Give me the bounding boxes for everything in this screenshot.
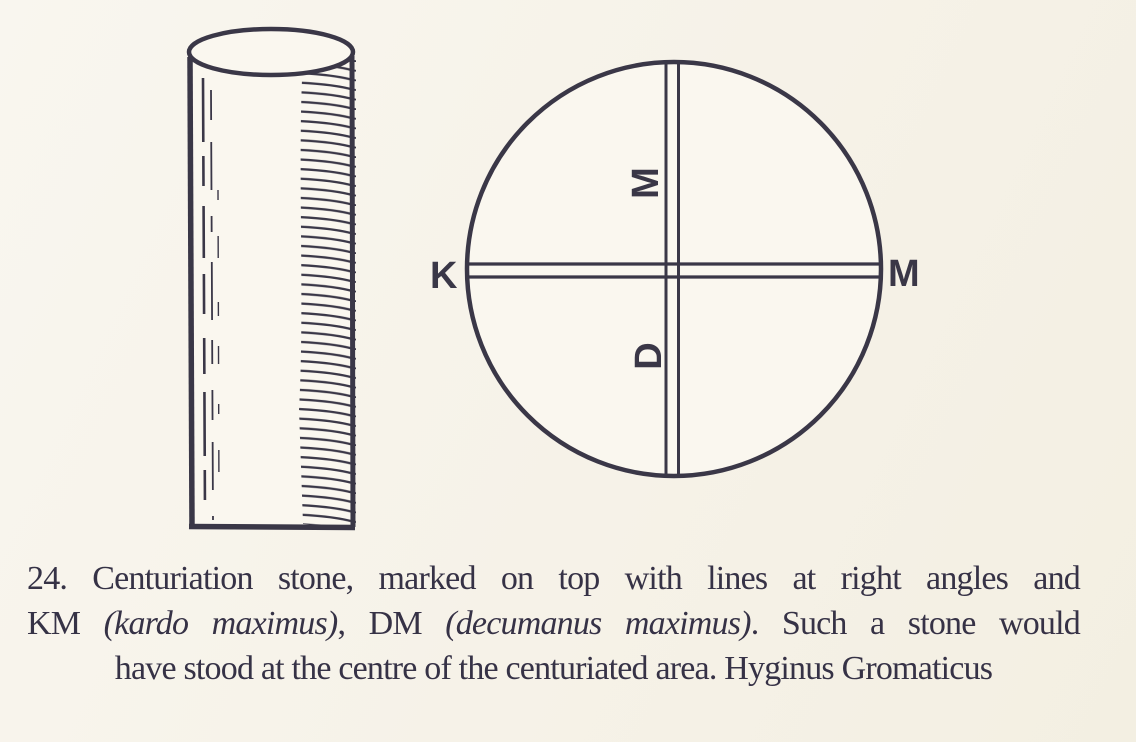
figure-caption xyxy=(27,556,1080,691)
label-k-left: K xyxy=(430,255,458,297)
caption-line-1: 24. Centuriation stone, marked on top with lines at right angles and xyxy=(27,560,1080,597)
label-m-right: M xyxy=(888,253,920,295)
column-bottom-edge xyxy=(189,527,355,528)
caption-line-2 xyxy=(27,601,1080,646)
label-m-top-rotated: M xyxy=(625,167,667,199)
caption-line2-roman-1: KM xyxy=(27,605,104,642)
stone-top-diagram xyxy=(430,62,920,476)
caption-line2-italic-decumanus: (decumanus maximus) xyxy=(445,605,751,642)
column-left-edge xyxy=(190,57,192,527)
column-top-ellipse xyxy=(189,29,353,75)
column-shading-hatch xyxy=(296,60,356,528)
stone-circle-outline xyxy=(467,62,881,476)
caption-line2-italic-kardo: (kardo maximus) xyxy=(103,605,338,642)
label-d-bottom-rotated: D xyxy=(628,342,670,370)
stone-column-drawing xyxy=(189,29,356,528)
caption-line2-roman-2: , DM xyxy=(337,605,446,642)
caption-line2-roman-3: . Such a stone would xyxy=(750,605,1080,642)
caption-line-3: have stood at the centre of the centuriated area. Hyginus Gromaticus xyxy=(114,650,993,687)
column-right-edge xyxy=(352,56,353,527)
